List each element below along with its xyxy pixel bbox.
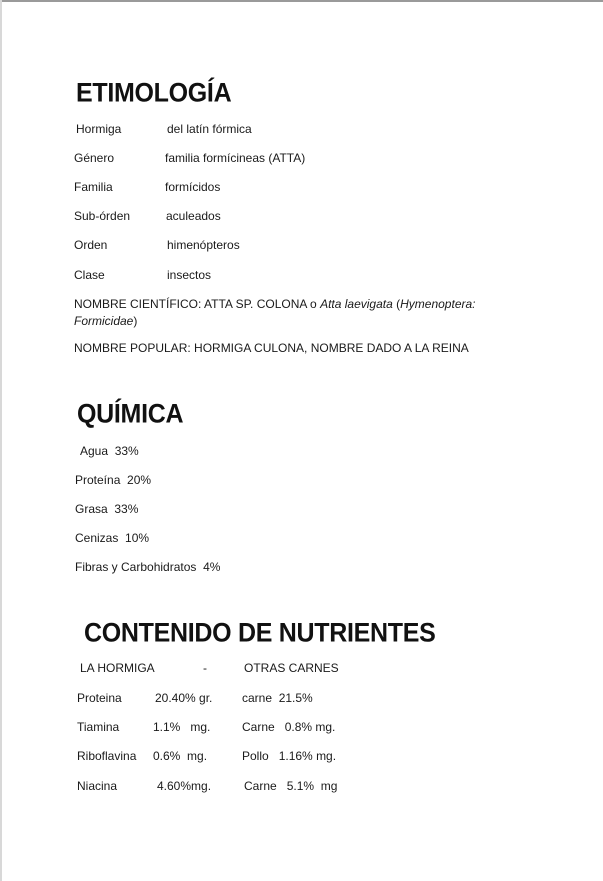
nutrientes-row-nutrient: Riboflavina [77,749,137,763]
nutrientes-row-nutrient: Tiamina [77,720,120,734]
nutrientes-row-ant-value: 4.60%mg. [157,779,212,793]
nutrientes-row-nutrient: Proteina [77,691,122,705]
nutrientes-row-other: Pollo 1.16% mg. [242,749,337,763]
nutrientes-header-other: OTRAS CARNES [244,661,339,675]
quimica-item-grasa: Grasa 33% [75,502,139,516]
etimologia-value-familia: formícidos [165,180,221,194]
quimica-item-agua: Agua 33% [80,444,139,458]
nutrientes-row-ant-value: 1.1% mg. [153,720,211,734]
etimologia-heading: ETIMOLOGÍA [76,78,232,108]
etimologia-label-hormiga: Hormiga [76,122,122,136]
quimica-heading: QUÍMICA [77,399,184,429]
nutrientes-row-ant-value: 20.40% gr. [155,691,213,705]
etimologia-value-genero: familia formícineas (ATTA) [165,151,306,165]
page-edge-top [0,0,603,2]
scientific-name-open-paren: ( [392,297,401,311]
nutrientes-header-dash: - [203,661,207,675]
scientific-name-taxonomy: Hymenoptera: Formicidae [74,297,476,328]
popular-name: NOMBRE POPULAR: HORMIGA CULONA, NOMBRE DADO A LA REINA [74,341,469,355]
nutrientes-row-other: Carne 0.8% mg. [242,720,336,734]
nutrientes-heading: CONTENIDO DE NUTRIENTES [84,618,436,648]
etimologia-label-clase: Clase [74,268,105,282]
etimologia-value-suborden: aculeados [166,209,221,223]
nutrientes-row-other: carne 21.5% [242,691,313,705]
etimologia-value-clase: insectos [167,268,212,282]
scientific-name-close-paren: ) [133,314,138,328]
nutrientes-row-nutrient: Niacina [77,779,118,793]
nutrientes-header-ant: LA HORMIGA [80,661,155,675]
etimologia-label-familia: Familia [74,180,113,194]
page-edge-left [0,0,2,881]
etimologia-label-suborden: Sub-órden [74,209,131,223]
scientific-name [74,296,526,330]
scientific-name-species: Atta laevigata [320,297,393,311]
quimica-item-cenizas: Cenizas 10% [75,531,150,545]
nutrientes-row-ant-value: 0.6% mg. [153,749,208,763]
etimologia-value-orden: himenópteros [167,238,240,252]
etimologia-label-orden: Orden [74,238,108,252]
scientific-name-prefix: NOMBRE CIENTÍFICO: ATTA SP. COLONA o [74,297,321,311]
etimologia-label-genero: Género [74,151,115,165]
quimica-item-fibras: Fibras y Carbohidratos 4% [75,560,221,574]
etimologia-value-hormiga: del latín fórmica [167,122,252,136]
quimica-item-proteina: Proteína 20% [75,473,152,487]
nutrientes-row-other: Carne 5.1% mg [244,779,338,793]
